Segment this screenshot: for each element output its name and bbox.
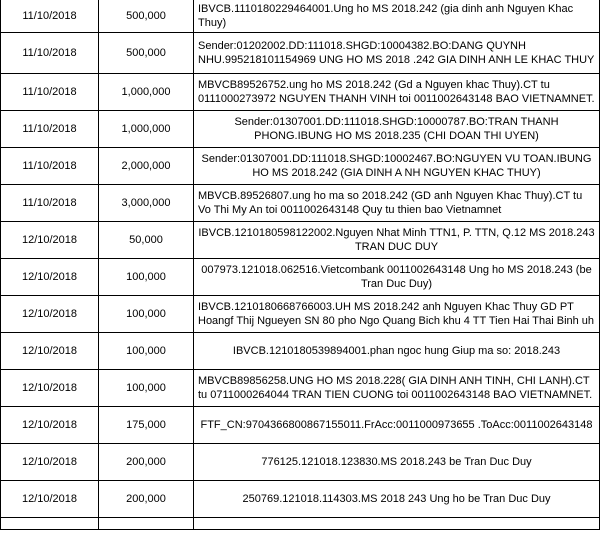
amount-cell: 1,000,000 xyxy=(99,74,194,111)
date-cell: 12/10/2018 xyxy=(1,370,99,407)
table-row xyxy=(1,518,600,530)
table-row xyxy=(1,444,600,481)
description-cell: Sender:01202002.DD:111018.SHGD:10004382.BO:DANG QUYNH NHU.995218101154969 UNG HO MS 2018 .242 GIA DINH ANH LE KHAC THUY xyxy=(194,33,600,74)
donation-table-body xyxy=(1,0,600,530)
table-row xyxy=(1,259,600,296)
description-cell xyxy=(194,518,600,530)
amount-cell: 3,000,000 xyxy=(99,185,194,222)
table-row xyxy=(1,481,600,518)
date-cell: 11/10/2018 xyxy=(1,111,99,148)
date-cell xyxy=(1,518,99,530)
date-cell: 12/10/2018 xyxy=(1,333,99,370)
description-cell: IBVCB.1210180668766003.UH MS 2018.242 anh Nguyen Khac Thuy GD PT Hoangf Thij Ngueyen SN 80 pho Ngo Quang Bich khu 4 TT Tien Hai Thai Binh uh xyxy=(194,296,600,333)
amount-cell: 200,000 xyxy=(99,481,194,518)
amount-cell: 50,000 xyxy=(99,222,194,259)
table-row xyxy=(1,407,600,444)
amount-cell: 100,000 xyxy=(99,296,194,333)
amount-cell: 2,000,000 xyxy=(99,148,194,185)
description-cell: 250769.121018.114303.MS 2018 243 Ung ho be Tran Duc Duy xyxy=(194,481,600,518)
description-cell: FTF_CN:9704366800867155011.FrAcc:0011000973655 .ToAcc:0011002643148 xyxy=(194,407,600,444)
table-row xyxy=(1,333,600,370)
date-cell: 12/10/2018 xyxy=(1,259,99,296)
description-cell: MBVCB.89526807.ung ho ma so 2018.242 (GD anh Nguyen Khac Thuy).CT tu Vo Thi My An toi 0011002643148 Quy tu thien bao Vietnamnet xyxy=(194,185,600,222)
date-cell: 12/10/2018 xyxy=(1,407,99,444)
table-row xyxy=(1,0,600,33)
date-cell: 11/10/2018 xyxy=(1,148,99,185)
amount-cell: 500,000 xyxy=(99,0,194,33)
amount-cell: 200,000 xyxy=(99,444,194,481)
date-cell: 12/10/2018 xyxy=(1,481,99,518)
amount-cell: 175,000 xyxy=(99,407,194,444)
description-cell: 776125.121018.123830.MS 2018.243 be Tran Duc Duy xyxy=(194,444,600,481)
amount-cell: 100,000 xyxy=(99,333,194,370)
description-cell: 007973.121018.062516.Vietcombank 0011002643148 Ung ho MS 2018.243 (be Tran Duc Duy) xyxy=(194,259,600,296)
date-cell: 12/10/2018 xyxy=(1,444,99,481)
description-cell: Sender:01307001.DD:111018.SHGD:10000787.BO:TRAN THANH PHONG.IBUNG HO MS 2018.235 (CHI DOAN THI UYEN) xyxy=(194,111,600,148)
date-cell: 11/10/2018 xyxy=(1,33,99,74)
description-cell: IBVCB.1210180539894001.phan ngoc hung Giup ma so: 2018.243 xyxy=(194,333,600,370)
amount-cell: 100,000 xyxy=(99,259,194,296)
table-row xyxy=(1,33,600,74)
date-cell: 11/10/2018 xyxy=(1,185,99,222)
table-row xyxy=(1,296,600,333)
amount-cell: 500,000 xyxy=(99,33,194,74)
date-cell: 11/10/2018 xyxy=(1,74,99,111)
table-row xyxy=(1,111,600,148)
table-row xyxy=(1,370,600,407)
description-cell: IBVCB.1110180229464001.Ung ho MS 2018.242 (gia dinh anh Nguyen Khac Thuy) xyxy=(194,0,600,33)
date-cell: 12/10/2018 xyxy=(1,222,99,259)
amount-cell: 1,000,000 xyxy=(99,111,194,148)
date-cell: 12/10/2018 xyxy=(1,296,99,333)
table-row xyxy=(1,185,600,222)
amount-cell: 100,000 xyxy=(99,370,194,407)
description-cell: MBVCB89526752.ung ho MS 2018.242 (Gd a Nguyen khac Thuy).CT tu 0111000273972 NGUYEN THANH VINH toi 0011002643148 BAO VIETNAMNET. xyxy=(194,74,600,111)
description-cell: MBVCB89856258.UNG HO MS 2018.228( GIA DINH ANH TINH, CHI LANH).CT tu 0711000264044 TRAN TIEN CUONG toi 0011002643148 BAO VIETNAMNET. xyxy=(194,370,600,407)
description-cell: Sender:01307001.DD:111018.SHGD:10002467.BO:NGUYEN VU TOAN.IBUNG HO MS 2018.242 (GIA DINH A NH NGUYEN KHAC THUY) xyxy=(194,148,600,185)
description-cell: IBVCB.1210180598122002.Nguyen Nhat Minh TTN1, P. TTN, Q.12 MS 2018.243 TRAN DUC DUY xyxy=(194,222,600,259)
date-cell: 11/10/2018 xyxy=(1,0,99,33)
amount-cell xyxy=(99,518,194,530)
table-row xyxy=(1,222,600,259)
table-row xyxy=(1,148,600,185)
table-row xyxy=(1,74,600,111)
